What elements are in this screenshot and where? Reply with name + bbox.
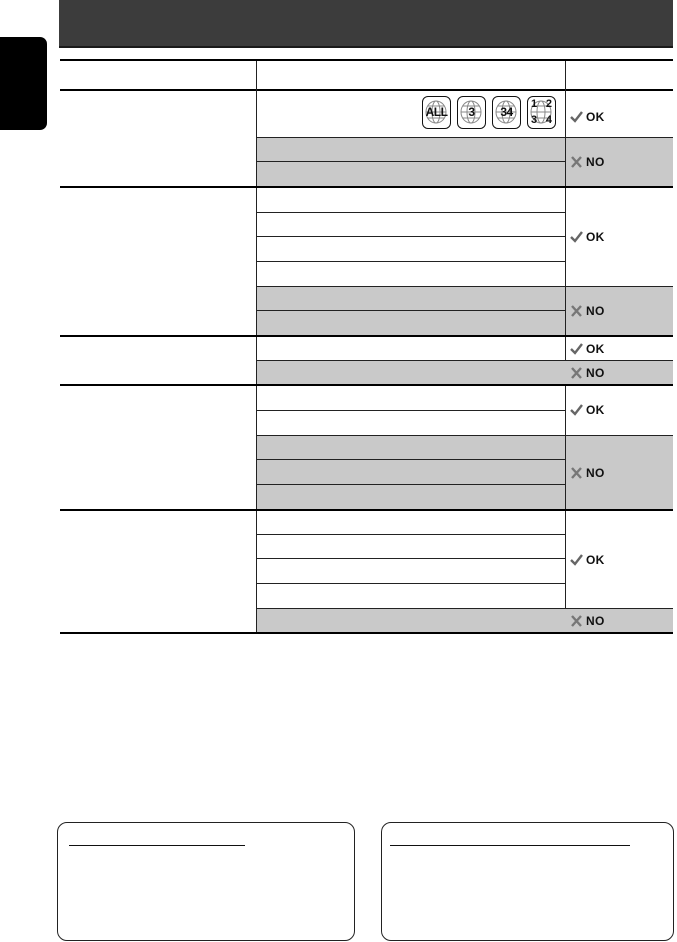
note-heading-rule bbox=[390, 845, 630, 846]
note-heading-rule bbox=[69, 845, 245, 846]
status-ok-label: OK bbox=[586, 110, 605, 124]
status-no-label: NO bbox=[586, 614, 605, 628]
status-no-label: NO bbox=[586, 466, 605, 480]
status-ok-label: OK bbox=[586, 403, 605, 417]
region-quad-2: 2 bbox=[545, 98, 552, 110]
table-bottom-rule bbox=[60, 632, 673, 634]
row-divider bbox=[257, 534, 565, 535]
row-gray bbox=[257, 460, 565, 484]
region-all-label: ALL bbox=[425, 105, 448, 119]
table-header-rule bbox=[60, 89, 673, 91]
header-bar bbox=[59, 0, 673, 48]
check-icon bbox=[570, 111, 583, 123]
language-side-tab bbox=[0, 37, 47, 130]
cross-icon bbox=[570, 615, 583, 627]
region-quad-3: 3 bbox=[531, 114, 538, 126]
region-34-icon bbox=[492, 96, 521, 129]
status-ok-label: OK bbox=[586, 553, 605, 567]
row-divider bbox=[257, 558, 565, 559]
status-ok-label: OK bbox=[586, 342, 605, 356]
status-ok bbox=[570, 553, 605, 567]
status-no-label: NO bbox=[586, 155, 605, 169]
status-no bbox=[570, 466, 605, 480]
region-1234-icon bbox=[527, 96, 556, 129]
row-divider bbox=[257, 583, 565, 584]
region-34-label: 34 bbox=[500, 105, 513, 119]
row-gray bbox=[257, 436, 565, 459]
status-ok bbox=[570, 110, 605, 124]
row-gray bbox=[257, 361, 673, 384]
row-gray bbox=[257, 287, 565, 310]
status-ok-label: OK bbox=[586, 230, 605, 244]
status-no-label: NO bbox=[586, 304, 605, 318]
row-divider bbox=[257, 608, 673, 609]
cross-icon bbox=[570, 467, 583, 479]
status-no bbox=[570, 366, 605, 380]
note-box-left bbox=[57, 822, 355, 941]
check-icon bbox=[570, 343, 583, 355]
row-gray bbox=[257, 609, 673, 632]
region-code-icons bbox=[422, 96, 556, 129]
row-divider bbox=[257, 310, 565, 311]
row-divider bbox=[257, 161, 565, 162]
row-gray bbox=[257, 137, 565, 161]
row-gray bbox=[257, 485, 565, 509]
check-icon bbox=[570, 404, 583, 416]
group-rule bbox=[60, 186, 673, 188]
group-rule bbox=[60, 335, 673, 337]
region-quad-1: 1 bbox=[531, 98, 538, 110]
status-no bbox=[570, 614, 605, 628]
cross-icon bbox=[570, 156, 583, 168]
region-quad-4: 4 bbox=[545, 114, 552, 126]
row-divider bbox=[257, 212, 565, 213]
region-3-icon bbox=[457, 96, 486, 129]
status-no-label: NO bbox=[586, 366, 605, 380]
region-all-icon bbox=[422, 96, 451, 129]
row-divider bbox=[257, 410, 565, 411]
row-divider bbox=[257, 459, 565, 460]
row-divider bbox=[257, 261, 565, 262]
status-no bbox=[570, 155, 605, 169]
row-gray bbox=[257, 311, 565, 335]
row-divider bbox=[257, 236, 565, 237]
status-ok bbox=[570, 403, 605, 417]
cross-icon bbox=[570, 367, 583, 379]
cross-icon bbox=[570, 305, 583, 317]
check-icon bbox=[570, 554, 583, 566]
region-3-label: 3 bbox=[468, 105, 475, 119]
row-gray bbox=[257, 162, 565, 186]
row-divider bbox=[257, 484, 565, 485]
status-ok bbox=[570, 230, 605, 244]
check-icon bbox=[570, 231, 583, 243]
group-rule bbox=[60, 384, 673, 386]
status-no bbox=[570, 304, 605, 318]
table-top-rule bbox=[60, 59, 673, 61]
group-rule bbox=[60, 509, 673, 511]
note-box-right bbox=[381, 822, 674, 941]
status-ok bbox=[570, 342, 605, 356]
row-divider bbox=[257, 360, 673, 361]
